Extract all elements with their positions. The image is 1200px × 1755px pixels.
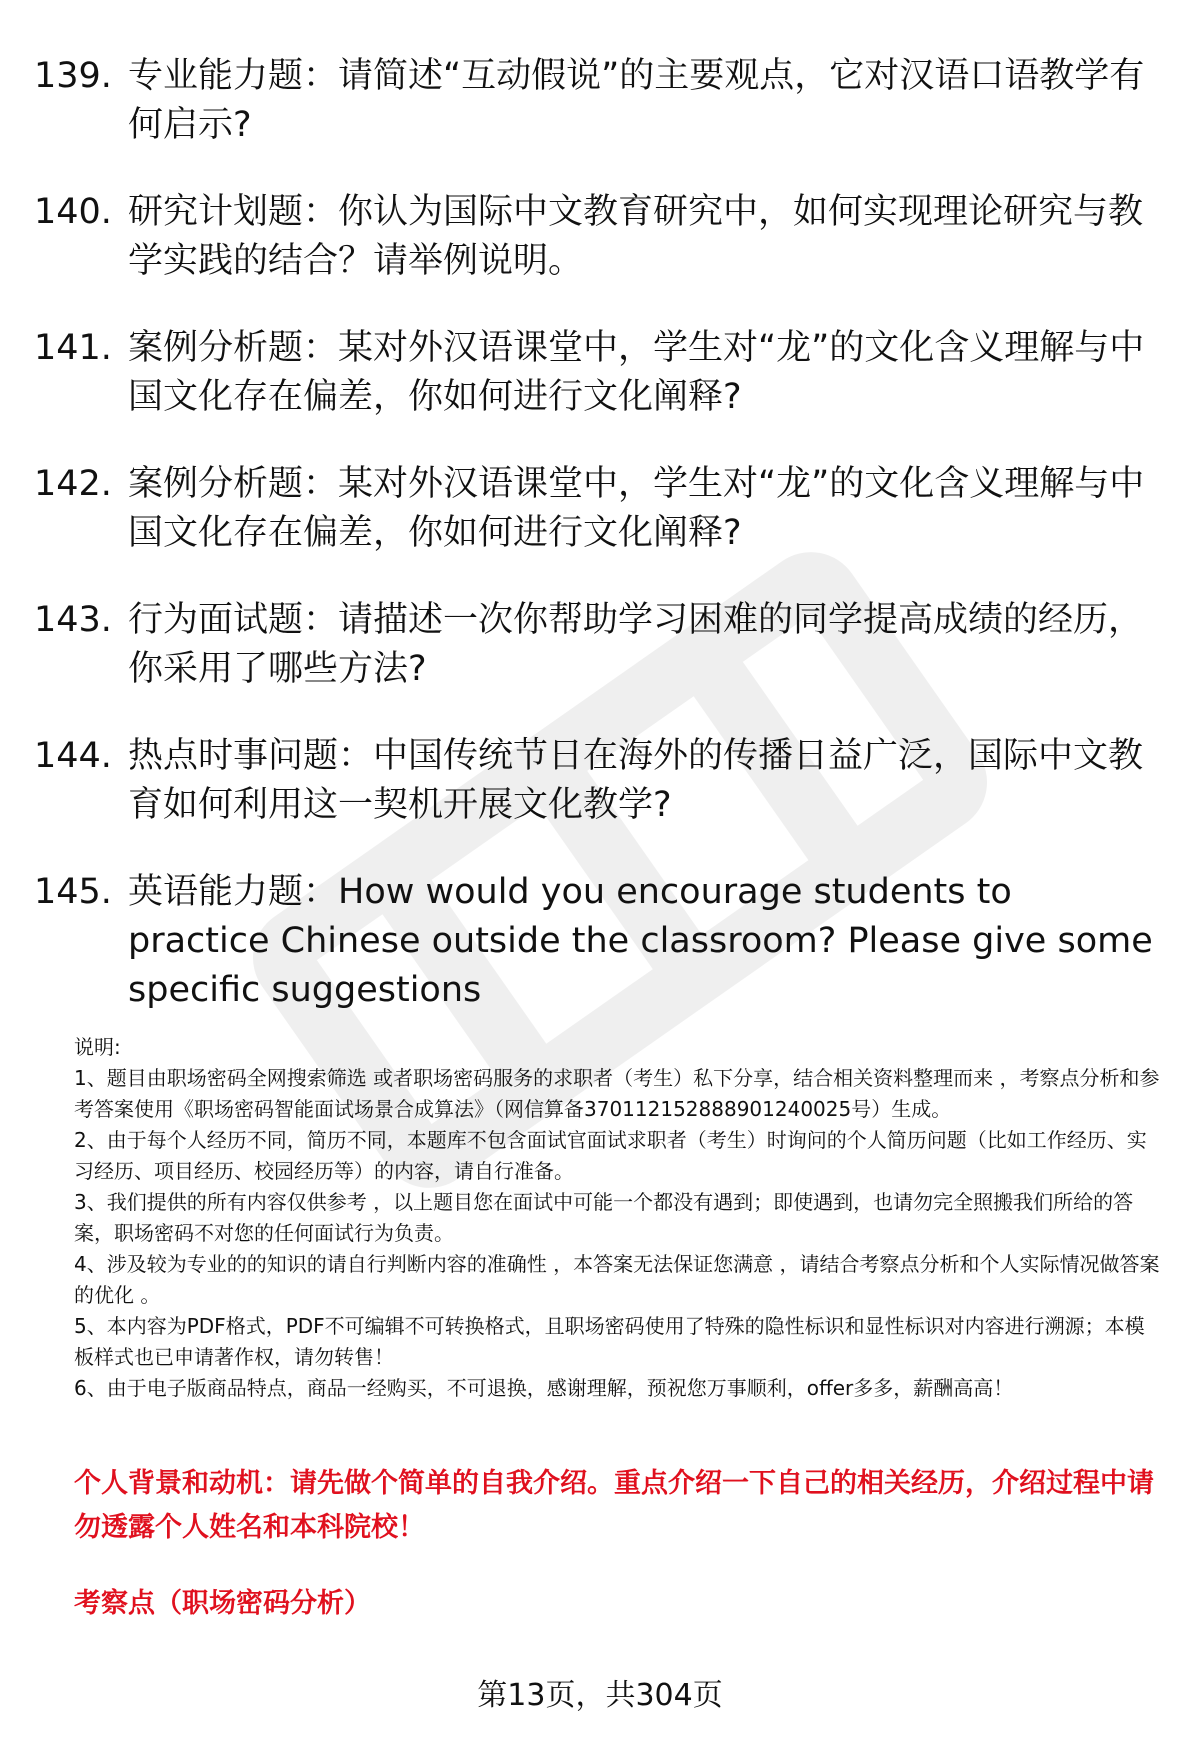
notes-section [74,1032,1164,1404]
question-number: 140. [34,192,112,232]
question-item [34,460,1164,558]
note-item: 2、由于每个人经历不同，简历不同，本题库不包含面试官面试求职者（考生）时询问的个人简历问题（比如工作经历、实习经历、项目经历、校园经历等）的内容，请自行准备。 [74,1128,1147,1183]
question-text: 案例分析题：某对外汉语课堂中，学生对“龙”的文化含义理解与中国文化存在偏差，你如何进行文化阐释? [128,328,1145,417]
note-item: 1、题目由职场密码全网搜索筛选 或者职场密码服务的求职者（考生）私下分享，结合相关资料整理而来 ，考察点分析和参考答案使用《职场密码智能面试场景合成算法》（网信算备370112152888901240025号）生成。 [74,1066,1160,1121]
question-item [34,188,1164,286]
question-number: 145. [34,872,112,912]
question-number: 141. [34,328,112,368]
question-item [34,868,1164,1015]
background-question: 个人背景和动机：请先做个简单的自我介绍。重点介绍一下自己的相关经历，介绍过程中请勿透露个人姓名和本科院校！ [74,1468,1154,1543]
question-text: 专业能力题：请简述“互动假说”的主要观点，它对汉语口语教学有何启示? [128,56,1145,145]
question-number: 144. [34,736,112,776]
question-item [34,596,1164,694]
question-text: 案例分析题：某对外汉语课堂中，学生对“龙”的文化含义理解与中国文化存在偏差，你如何进行文化阐释? [128,464,1145,553]
question-item [34,52,1164,150]
notes-heading: 说明: [74,1035,121,1059]
question-number: 143. [34,600,112,640]
question-item [34,732,1164,830]
page-number: 第13页，共304页 [477,1678,723,1713]
question-item [34,324,1164,422]
question-number: 142. [34,464,112,504]
note-item: 3、我们提供的所有内容仅供参考 ，以上题目您在面试中可能一个都没有遇到；即使遇到，也请勿完全照搬我们所给的答案，职场密码不对您的任何面试行为负责。 [74,1190,1134,1245]
question-text: 行为面试题：请描述一次你帮助学习困难的同学提高成绩的经历，你采用了哪些方法? [128,600,1144,689]
question-list [34,52,1164,1053]
question-number: 139. [34,56,112,96]
note-item: 5、本内容为PDF格式，PDF不可编辑不可转换格式，且职场密码使用了特殊的隐性标识和显性标识对内容进行溯源；本模板样式也已申请著作权，请勿转售！ [74,1314,1145,1369]
analysis-heading: 考察点（职场密码分析） [74,1588,371,1619]
question-text: 研究计划题：你认为国际中文教育研究中，如何实现理论研究与教学实践的结合？请举例说明。 [128,192,1144,281]
question-text: 英语能力题：How would you encourage students to practice Chinese outside the classroom? Please give some specific suggestions [128,872,1153,1010]
note-item: 6、由于电子版商品特点，商品一经购买，不可退换，感谢理解，预祝您万事顺利，offer多多，薪酬高高！ [74,1376,1014,1400]
note-item: 4、涉及较为专业的的知识的请自行判断内容的准确性 ，本答案无法保证您满意 ，请结合考察点分析和个人实际情况做答案的优化 。 [74,1252,1160,1307]
question-text: 热点时事问题：中国传统节日在海外的传播日益广泛，国际中文教育如何利用这一契机开展文化教学? [128,736,1144,825]
